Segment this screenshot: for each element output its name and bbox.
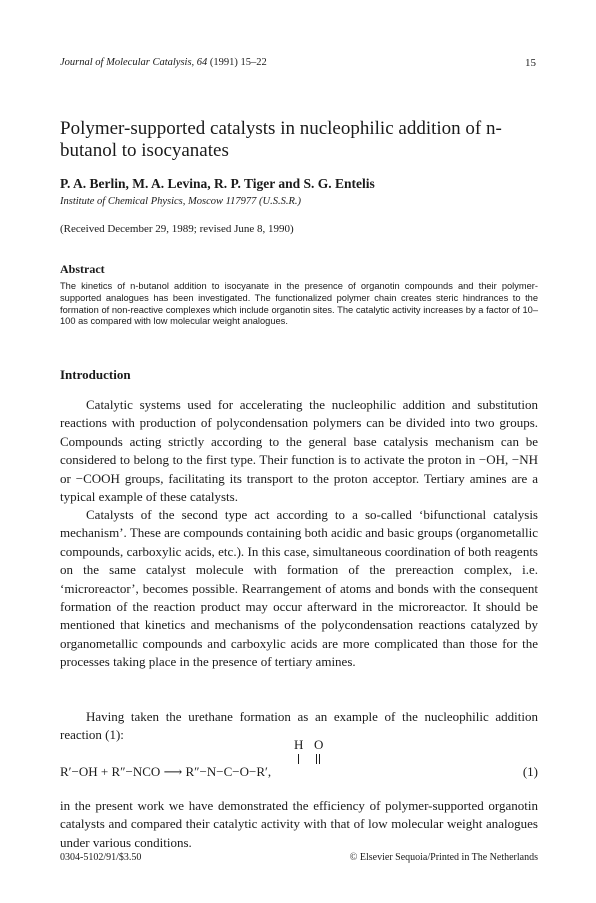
author-list: P. A. Berlin, M. A. Levina, R. P. Tiger and S. G. Entelis <box>60 176 375 191</box>
footer-code: 0304-5102/91/$3.50 <box>60 852 142 863</box>
body-paragraph: in the present work we have demonstrated the efficiency of polymer-supported organotin catalysts and compared their catalytic activity with that of low molecular weight analogues under various conditions. <box>60 798 538 850</box>
equation-o-atom: O <box>314 737 324 752</box>
reaction-equation <box>60 737 538 785</box>
introduction-heading: Introduction <box>60 367 131 382</box>
equation-h-atom: H <box>294 737 304 752</box>
article-title: Polymer-supported catalysts in nucleophilic addition of n-butanol to isocyanates <box>60 118 502 161</box>
equation-number: (1) <box>522 764 538 779</box>
footer-publisher: © Elsevier Sequoia/Printed in The Netherlands <box>349 852 538 863</box>
journal-issue: (1991) 15–22 <box>207 57 267 68</box>
equation-double-bond <box>319 754 320 764</box>
abstract-heading: Abstract <box>60 262 105 276</box>
body-paragraph: Having taken the urethane formation as an example of the nucleophilic addition reaction (1): <box>60 709 538 743</box>
running-head <box>60 57 536 68</box>
body-paragraph: Catalysts of the second type act according to a so-called ‘bifunctional catalysis mechanism’. These are compounds containing both acidic and basic groups (organometallic compounds, carboxylic acids, etc.). In this case, simultaneous coordination of both reagents on the same catalyst molecule with formation of the prereaction complex, i.e. ‘microreactor’, becomes possible. Rearrangement of atoms and bonds with the consequent formation of the reaction product may occur afterward in the microreactor. It should be mentioned that kinetics and mechanisms of the polycondensation reactions catalyzed by organometallic compounds and carboxylic acids are more complicated than those for the processes taking place in the presence of tertiary amines. <box>60 507 538 670</box>
equation-single-bond <box>298 754 299 764</box>
received-dates: (Received December 29, 1989; revised June 8, 1990) <box>60 223 294 235</box>
abstract-text: The kinetics of n-butanol addition to isocyanate in the presence of organotin compounds and their polymer-supported analogues has been investigated. The functionalized polymer chain creates steric hindrances to the formation of non-reactive complexes which include organotin sites. The catalytic activity increases by a factor of 10–100 as compared with low molecular weight analogues. <box>60 281 538 327</box>
affiliation: Institute of Chemical Physics, Moscow 117977 (U.S.S.R.) <box>60 196 301 207</box>
equation-double-bond <box>316 754 317 764</box>
equation-formula: R′−OH + R″−NCO ⟶ R″−N−C−O−R′, <box>60 764 272 779</box>
body-paragraph: Catalytic systems used for accelerating the nucleophilic addition and substitution reactions with production of polycondensation polymers can be divided into two groups. Compounds acting strictly according to the general base catalysis mechanism can be considered to belong to the first type. Their function is to activate the proton in −OH, −NH or −COOH groups, facilitating its transport to the proton acceptor. Tertiary amines are a typical example of these catalysts. <box>60 397 538 505</box>
journal-name: Journal of Molecular Catalysis, 64 <box>60 57 208 68</box>
page-number: 15 <box>525 57 536 69</box>
